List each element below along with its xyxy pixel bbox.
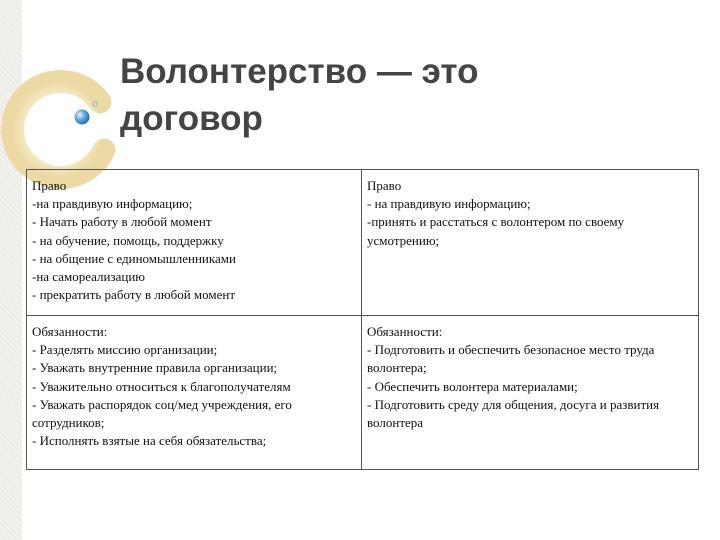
cell-list-item: - на правдивую информацию;: [367, 196, 531, 212]
cell-list-item: - прекратить работу в любой момент: [32, 287, 236, 303]
cell-list-item: - Уважительно относиться к благополучателям: [32, 378, 291, 394]
cell-list-item: - Уважать распорядок соц/мед учреждения, его сотрудников;: [32, 396, 292, 431]
cell-list-item: -на правдивую информацию;: [32, 196, 193, 212]
slide-title: Волонтерство — это договор: [120, 52, 479, 138]
cell-list-item: - на общение с единомышленниками: [32, 250, 236, 266]
table-cell-left: [27, 316, 362, 470]
table-cell-right: [362, 170, 699, 316]
cell-list-item: - Подготовить и обеспечить безопасное место труда волонтера;: [367, 342, 655, 376]
comparison-table: [26, 169, 699, 470]
cell-heading: Обязанности:: [367, 324, 443, 339]
cell-list-item: - Начать работу в любой момент: [32, 214, 212, 230]
cell-list-item: - Уважать внутренние правила организации;: [32, 360, 278, 376]
table-cell-left: [27, 170, 362, 316]
cell-list-item: -на самореализацию: [32, 269, 146, 285]
table-row: [27, 316, 699, 470]
cell-list-item: - Обеспечить волонтера материалами;: [367, 378, 578, 394]
ring-arc: [13, 81, 104, 177]
cell-heading: Право: [367, 178, 402, 193]
blue-sphere: [75, 110, 90, 125]
cell-heading: Право: [32, 178, 67, 193]
table-cell-right: [362, 316, 699, 470]
cell-list-item: - Разделять миссию организации;: [32, 342, 218, 358]
cell-list-item: - Исполнять взятые на себя обязательства;: [32, 433, 267, 449]
table-row: [27, 170, 699, 316]
cell-list-item: -принять и расстаться с волонтером по своему усмотрению;: [367, 214, 625, 248]
cell-list-item: - Подготовить среду для общения, досуга и развития волонтера: [367, 396, 660, 431]
cell-list-item: - на обучение, помощь, поддержку: [32, 232, 224, 248]
cell-heading: Обязанности:: [32, 324, 108, 339]
